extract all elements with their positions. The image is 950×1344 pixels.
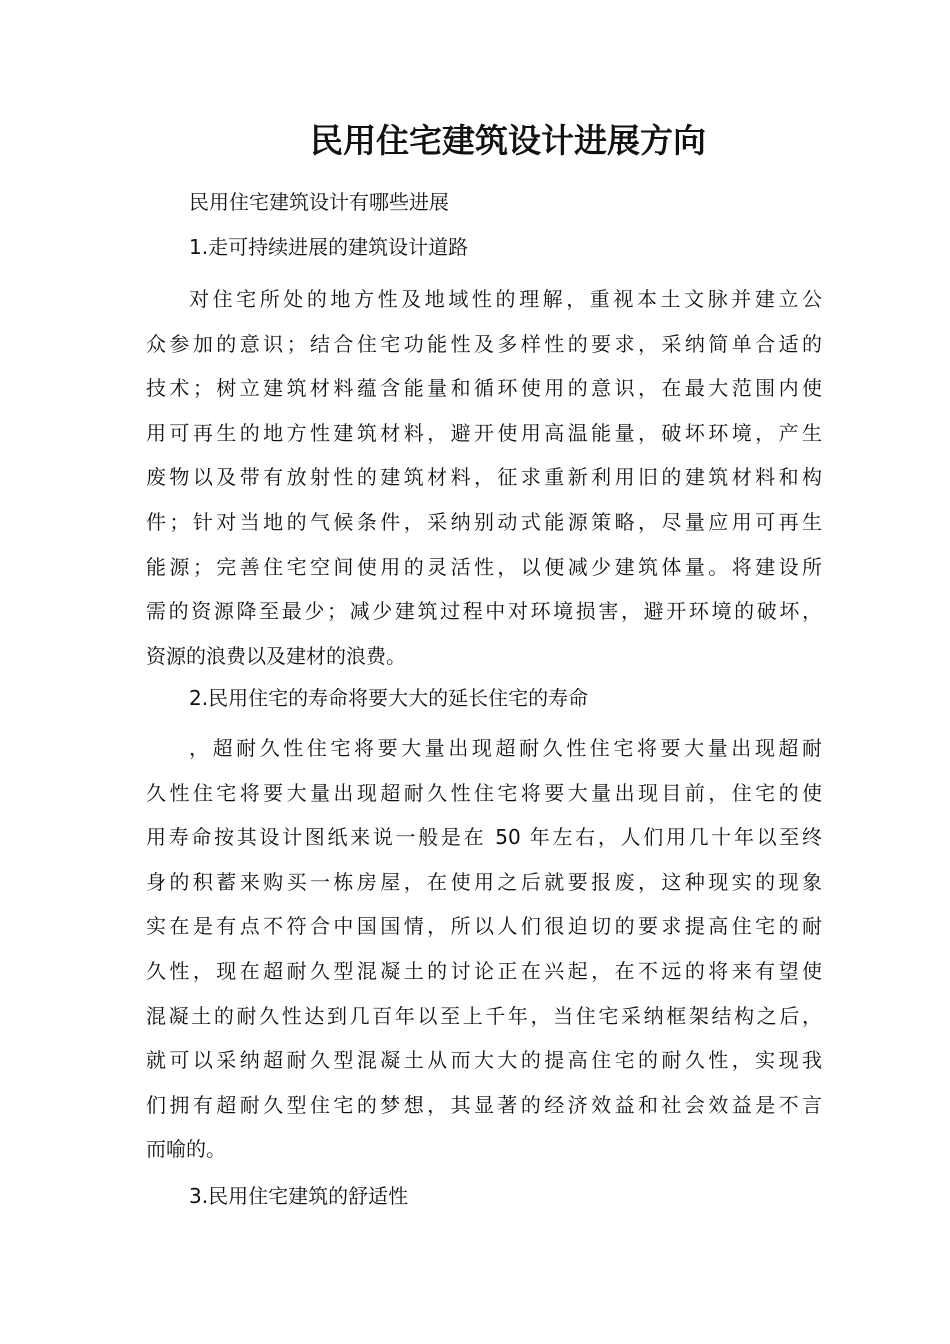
section-1-heading: 1.走可持续进展的建筑设计道路 <box>189 235 469 259</box>
paragraph-line: 实在是有点不符合中国国情，所以人们很迫切的要求提高住宅的耐 <box>146 914 822 939</box>
section-1-paragraph <box>146 284 822 685</box>
paragraph-line: 而喻的。 <box>146 1137 226 1162</box>
paragraph-line: 众参加的意识；结合住宅功能性及多样性的要求，采纳简单合适的 <box>146 331 822 356</box>
paragraph-line: 们拥有超耐久型住宅的梦想，其显著的经济效益和社会效益是不言 <box>146 1092 822 1117</box>
section-2-paragraph <box>146 733 822 1179</box>
paragraph-line: 对住宅所处的地方性及地域性的理解，重视本土文脉并建立公 <box>189 287 822 311</box>
paragraph-line: 需的资源降至最少；减少建筑过程中对环境损害，避开环境的破坏， <box>146 599 822 624</box>
paragraph-line: 能源；完善住宅空间使用的灵活性，以便减少建筑体量。将建设所 <box>146 554 822 579</box>
paragraph-line: ，超耐久性住宅将要大量出现超耐久性住宅将要大量出现超耐 <box>189 736 822 760</box>
paragraph-line: 用可再生的地方性建筑材料，避开使用高温能量，破坏环境，产生 <box>146 420 822 445</box>
section-2-heading: 2.民用住宅的寿命将要大大的延长住宅的寿命 <box>189 686 589 710</box>
paragraph-line: 件；针对当地的气候条件，采纳别动式能源策略，尽量应用可再生 <box>146 509 822 534</box>
paragraph-line: 混凝土的耐久性达到几百年以至上千年，当住宅采纳框架结构之后， <box>146 1003 822 1028</box>
document-subtitle: 民用住宅建筑设计有哪些进展 <box>189 190 449 214</box>
paragraph-line: 久性，现在超耐久型混凝土的讨论正在兴起，在不远的将来有望使 <box>146 958 822 983</box>
paragraph-line: 久性住宅将要大量出现超耐久性住宅将要大量出现目前，住宅的使 <box>146 780 822 805</box>
paragraph-line: 用寿命按其设计图纸来说一般是在 50 年左右，人们用几十年以至终 <box>146 825 822 850</box>
document-title: 民用住宅建筑设计进展方向 <box>310 121 706 160</box>
paragraph-line: 就可以采纳超耐久型混凝土从而大大的提高住宅的耐久性，实现我 <box>146 1048 822 1073</box>
paragraph-line: 身的积蓄来购买一栋房屋，在使用之后就要报废，这种现实的现象 <box>146 869 822 894</box>
paragraph-line: 资源的浪费以及建材的浪费。 <box>146 643 406 668</box>
paragraph-line: 废物以及带有放射性的建筑材料，征求重新利用旧的建筑材料和构 <box>146 465 822 490</box>
section-3-heading: 3.民用住宅建筑的舒适性 <box>189 1184 409 1208</box>
paragraph-line: 技术；树立建筑材料蕴含能量和循环使用的意识，在最大范围内使 <box>146 376 822 401</box>
